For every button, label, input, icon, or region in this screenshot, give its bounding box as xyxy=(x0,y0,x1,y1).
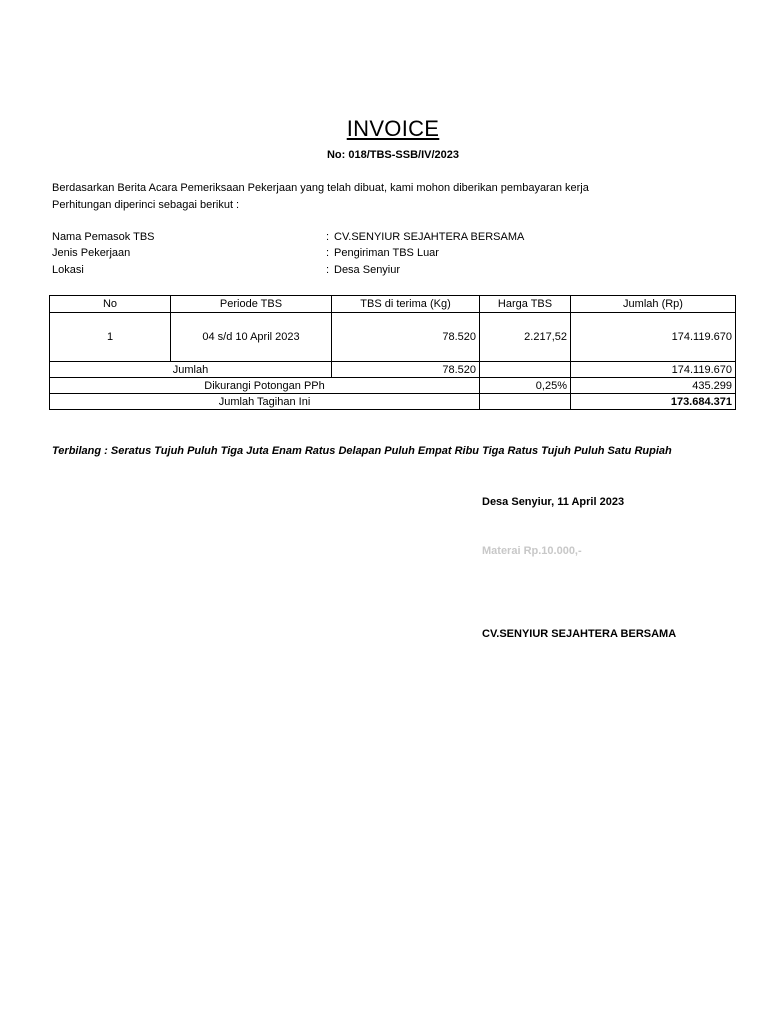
cell-amount: 174.119.670 xyxy=(571,313,736,362)
info-value: CV.SENYIUR SEJAHTERA BERSAMA xyxy=(334,231,525,243)
intro-line-1: Berdasarkan Berita Acara Pemeriksaan Pekerjaan yang telah dibuat, kami mohon diberikan pembayaran kerja xyxy=(52,182,589,194)
header-no: No xyxy=(50,296,171,313)
header-tbs-received: TBS di terima (Kg) xyxy=(332,296,480,313)
info-label: Nama Pemasok TBS xyxy=(52,231,155,243)
header-price: Harga TBS xyxy=(480,296,571,313)
stamp-duty-placeholder: Materai Rp.10.000,- xyxy=(482,545,582,557)
info-label: Lokasi xyxy=(52,264,84,276)
tagihan-empty xyxy=(480,394,571,410)
tagihan-row xyxy=(50,394,736,410)
place-date: Desa Senyiur, 11 April 2023 xyxy=(482,496,625,508)
cell-periode: 04 s/d 10 April 2023 xyxy=(171,313,332,362)
amount-in-words: Terbilang : Seratus Tujuh Puluh Tiga Juta Enam Ratus Delapan Puluh Empat Ribu Tiga Ratus Tujuh Puluh Satu Rupiah xyxy=(52,445,672,457)
info-colon: : xyxy=(326,231,330,243)
signatory-company: CV.SENYIUR SEJAHTERA BERSAMA xyxy=(482,628,677,640)
info-row-supplier xyxy=(52,231,752,245)
info-row-job-type xyxy=(52,247,752,261)
table-header-row xyxy=(50,296,736,313)
pph-row xyxy=(50,378,736,394)
intro-line-2: Perhitungan diperinci sebagai berikut : xyxy=(52,199,240,211)
total-row xyxy=(50,362,736,378)
info-value: Desa Senyiur xyxy=(334,264,401,276)
invoice-number: No: 018/TBS-SSB/IV/2023 xyxy=(326,149,460,161)
cell-tbs: 78.520 xyxy=(332,313,480,362)
pph-label: Dikurangi Potongan PPh xyxy=(50,378,480,394)
cell-no: 1 xyxy=(50,313,171,362)
info-label: Jenis Pekerjaan xyxy=(52,247,131,259)
tagihan-label: Jumlah Tagihan Ini xyxy=(50,394,480,410)
total-empty xyxy=(480,362,571,378)
info-colon: : xyxy=(326,247,330,259)
header-periode: Periode TBS xyxy=(171,296,332,313)
pph-amount: 435.299 xyxy=(571,378,736,394)
total-amount: 174.119.670 xyxy=(571,362,736,378)
pph-rate: 0,25% xyxy=(480,378,571,394)
total-label: Jumlah xyxy=(50,362,332,378)
cell-price: 2.217,52 xyxy=(480,313,571,362)
info-colon: : xyxy=(326,264,330,276)
total-tbs: 78.520 xyxy=(332,362,480,378)
invoice-title: INVOICE xyxy=(346,116,440,141)
table-row xyxy=(50,313,736,362)
header-amount: Jumlah (Rp) xyxy=(571,296,736,313)
tagihan-amount: 173.684.371 xyxy=(571,394,736,410)
info-row-location xyxy=(52,264,752,278)
info-value: Pengiriman TBS Luar xyxy=(334,247,439,259)
invoice-table xyxy=(49,295,736,410)
